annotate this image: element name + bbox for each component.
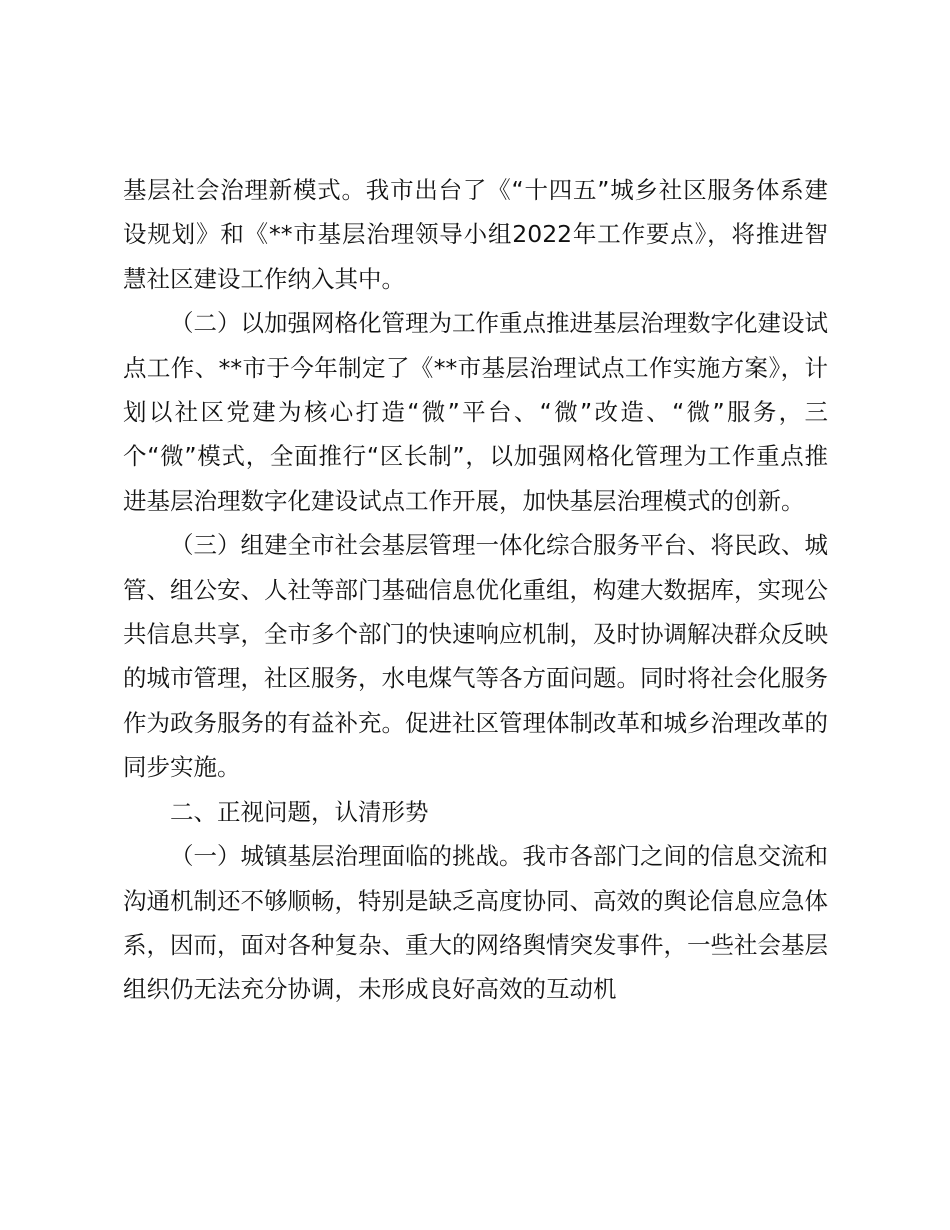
paragraph-item-3: （三）组建全市社会基层管理一体化综合服务平台、将民政、城管、组公安、人社等部门基础信息优化重组，构建大数据库，实现公共信息共享，全市多个部门的快速响应机制，及时协调解决群众反映的城市管理，社区服务，水电煤气等各方面问题。同时将社会化服务作为政务服务的有益补充。促进社区管理体制改革和城乡治理改革的同步实施。 <box>123 531 828 782</box>
body-text <box>123 168 828 1012</box>
paragraph-continuation: 基层社会治理新模式。我市出台了《“十四五”城乡社区服务体系建设规划》和《**市基层治理领导小组2022年工作要点》，将推进智慧社区建设工作纳入其中。 <box>123 176 828 293</box>
paragraph-section-2-item-1: （一）城镇基层治理面临的挑战。我市各部门之间的信息交流和沟通机制还不够顺畅，特别是缺乏高度协同、高效的舆论信息应急体系，因而，面对各种复杂、重大的网络舆情突发事件，一些社会基层组织仍无法充分协调，未形成良好高效的互动机 <box>123 842 828 1004</box>
section-heading: 二、正视问题，认清形势 <box>170 797 429 826</box>
paragraph-item-2: （二）以加强网格化管理为工作重点推进基层治理数字化建设试点工作、**市于今年制定了《**市基层治理试点工作实施方案》，计划以社区党建为核心打造“微”平台、“微”改造、“微”服务，三个“微”模式，全面推行“区长制”，以加强网格化管理为工作重点推进基层治理数字化建设试点工作开展，加快基层治理模式的创新。 <box>123 309 828 515</box>
